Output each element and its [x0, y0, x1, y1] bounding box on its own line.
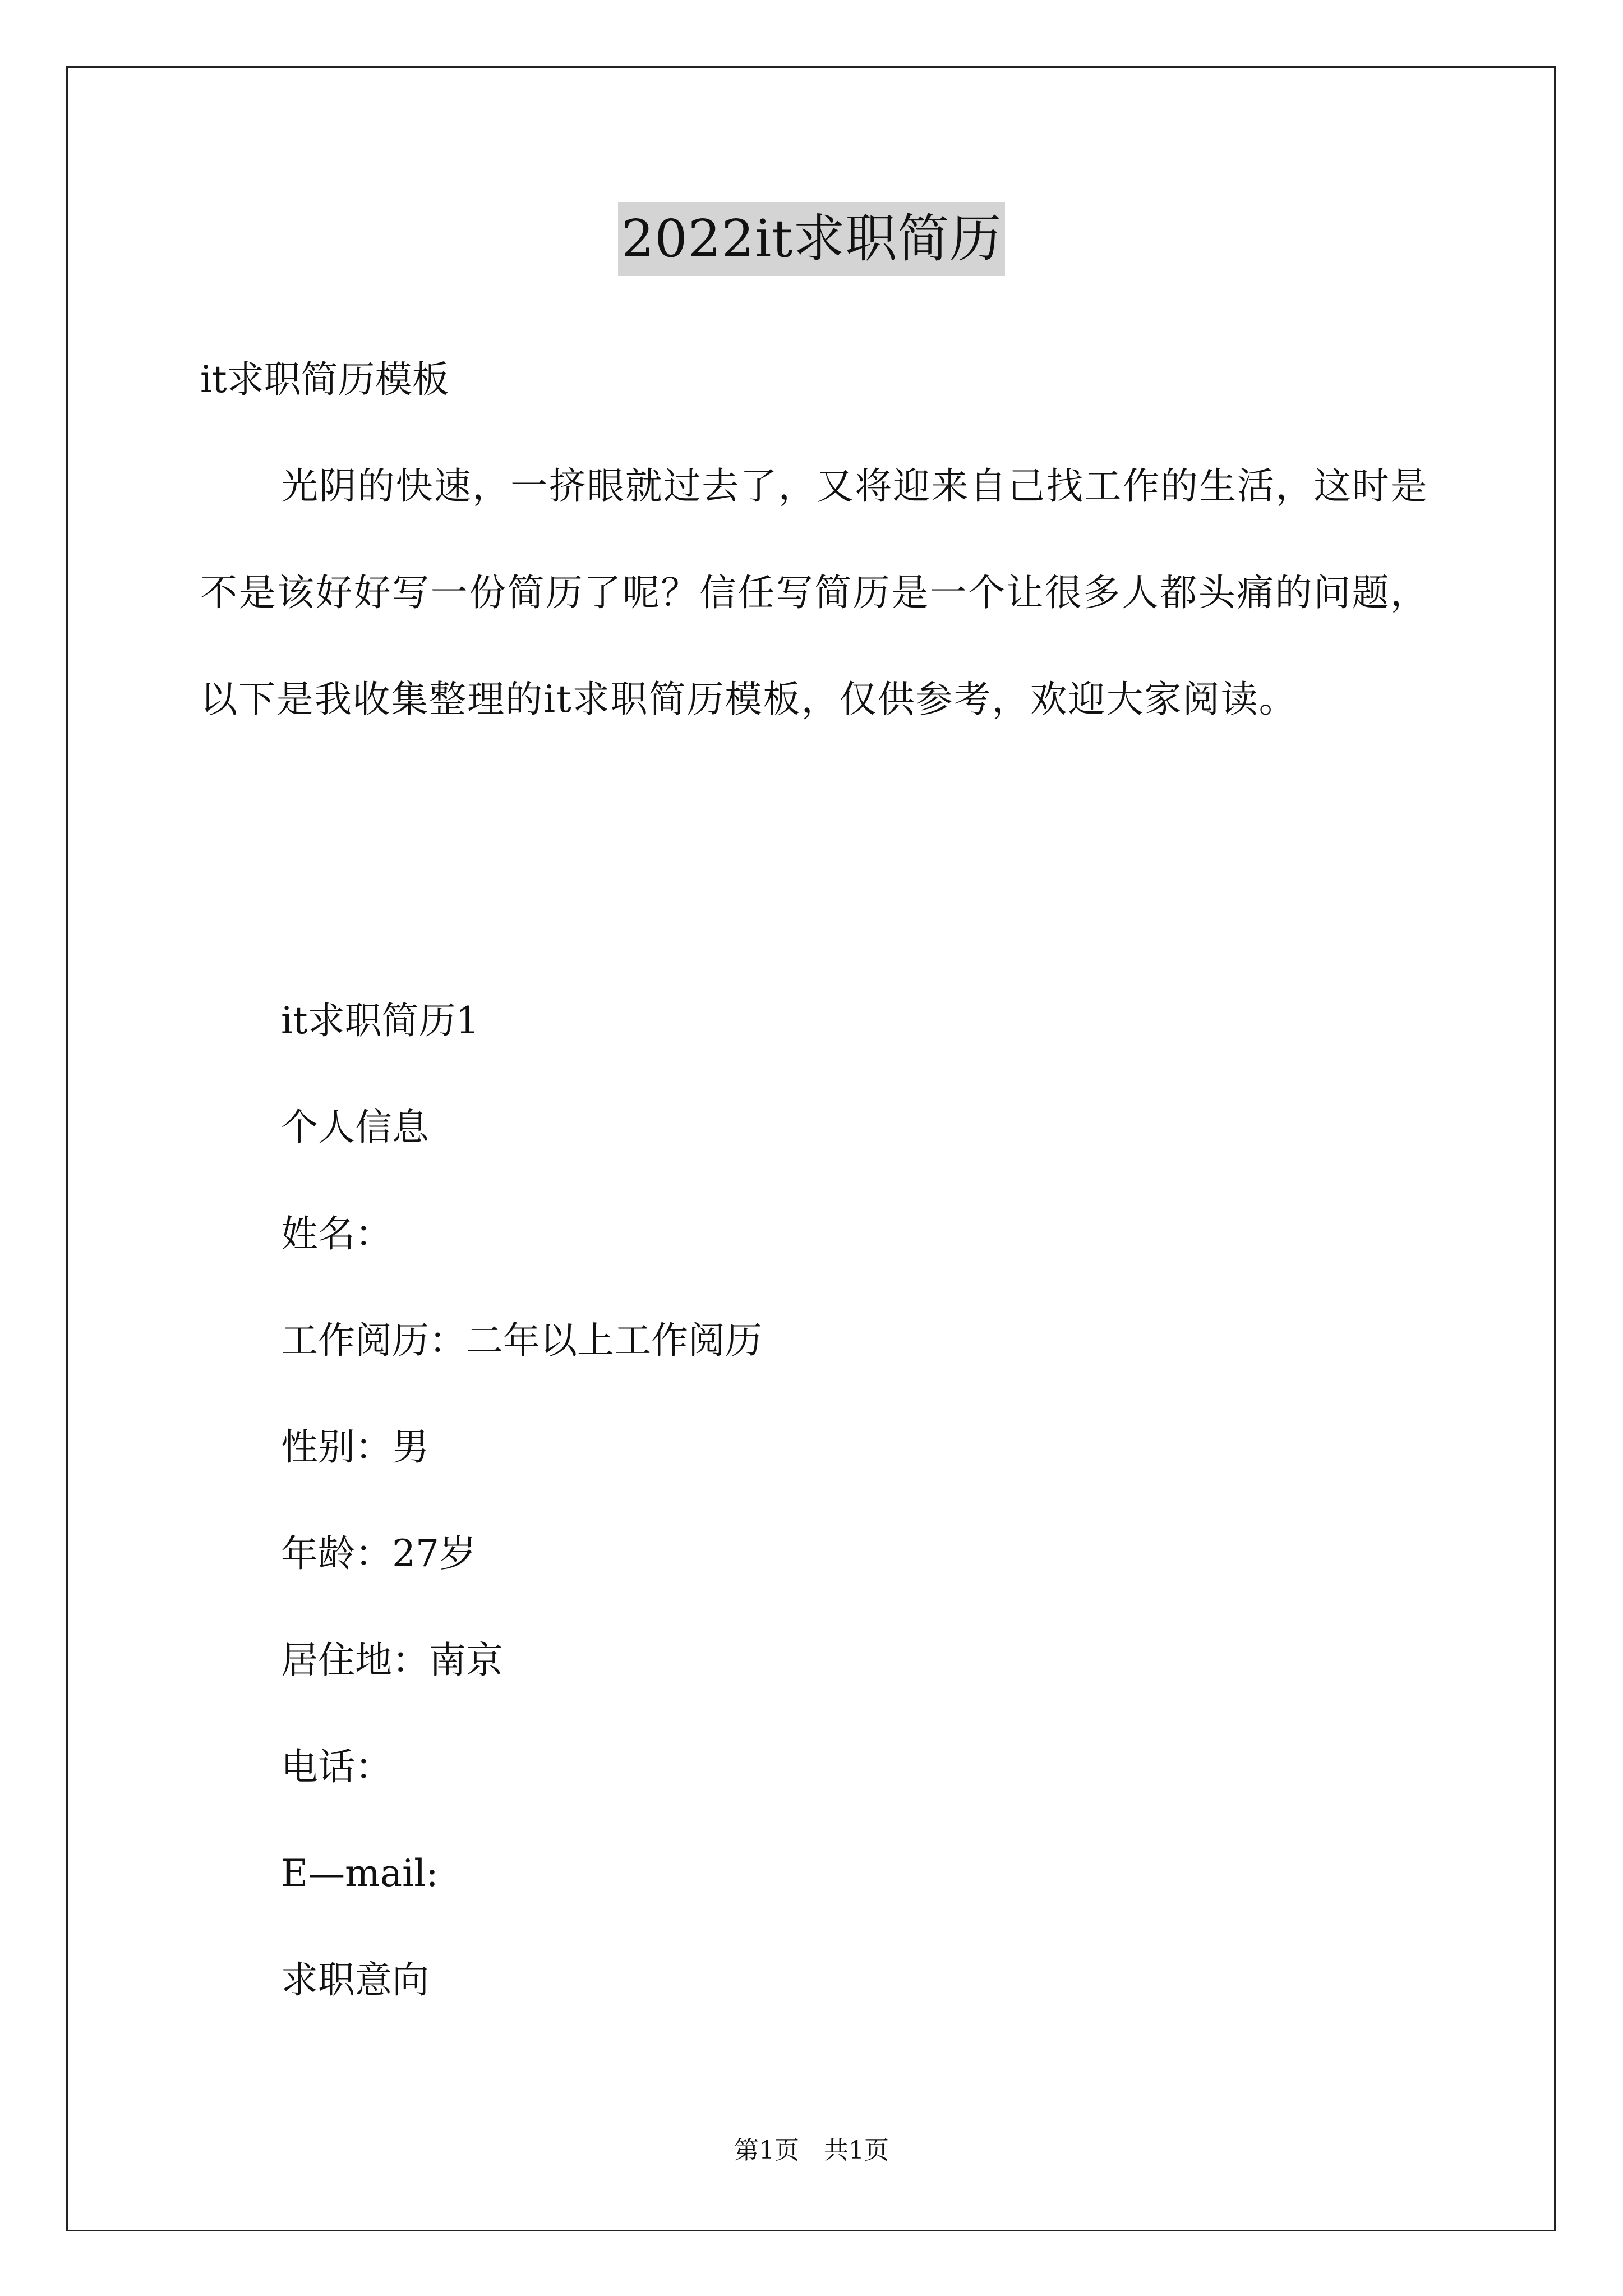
page-footer: 第1页 共1页 [734, 2136, 889, 2165]
title-container [0, 202, 1623, 276]
section-personal-info: 个人信息 [281, 1106, 429, 1149]
field-age: 年龄：27岁 [281, 1532, 476, 1575]
field-name: 姓名： [281, 1212, 392, 1255]
field-gender: 性别：男 [281, 1425, 429, 1469]
field-email: E—mail: [281, 1852, 439, 1895]
document-title: 2022it求职简历 [618, 202, 1006, 276]
section-job-intention: 求职意向 [281, 1958, 429, 2001]
resume-heading: it求职简历1 [281, 999, 479, 1042]
field-residence: 居住地：南京 [281, 1639, 503, 1682]
field-phone: 电话： [281, 1745, 392, 1788]
subtitle: it求职简历模板 [200, 358, 449, 401]
intro-paragraph: 光阴的快速，一挤眼就过去了，又将迎来自己找工作的生活，这时是不是该好好写一份简历了呢？信任写简历是一个让很多人都头痛的问题，以下是我收集整理的it求职简历模板，仅供参考，欢迎大家阅读。 [200, 464, 1428, 721]
field-experience: 工作阅历：二年以上工作阅历 [281, 1319, 762, 1362]
